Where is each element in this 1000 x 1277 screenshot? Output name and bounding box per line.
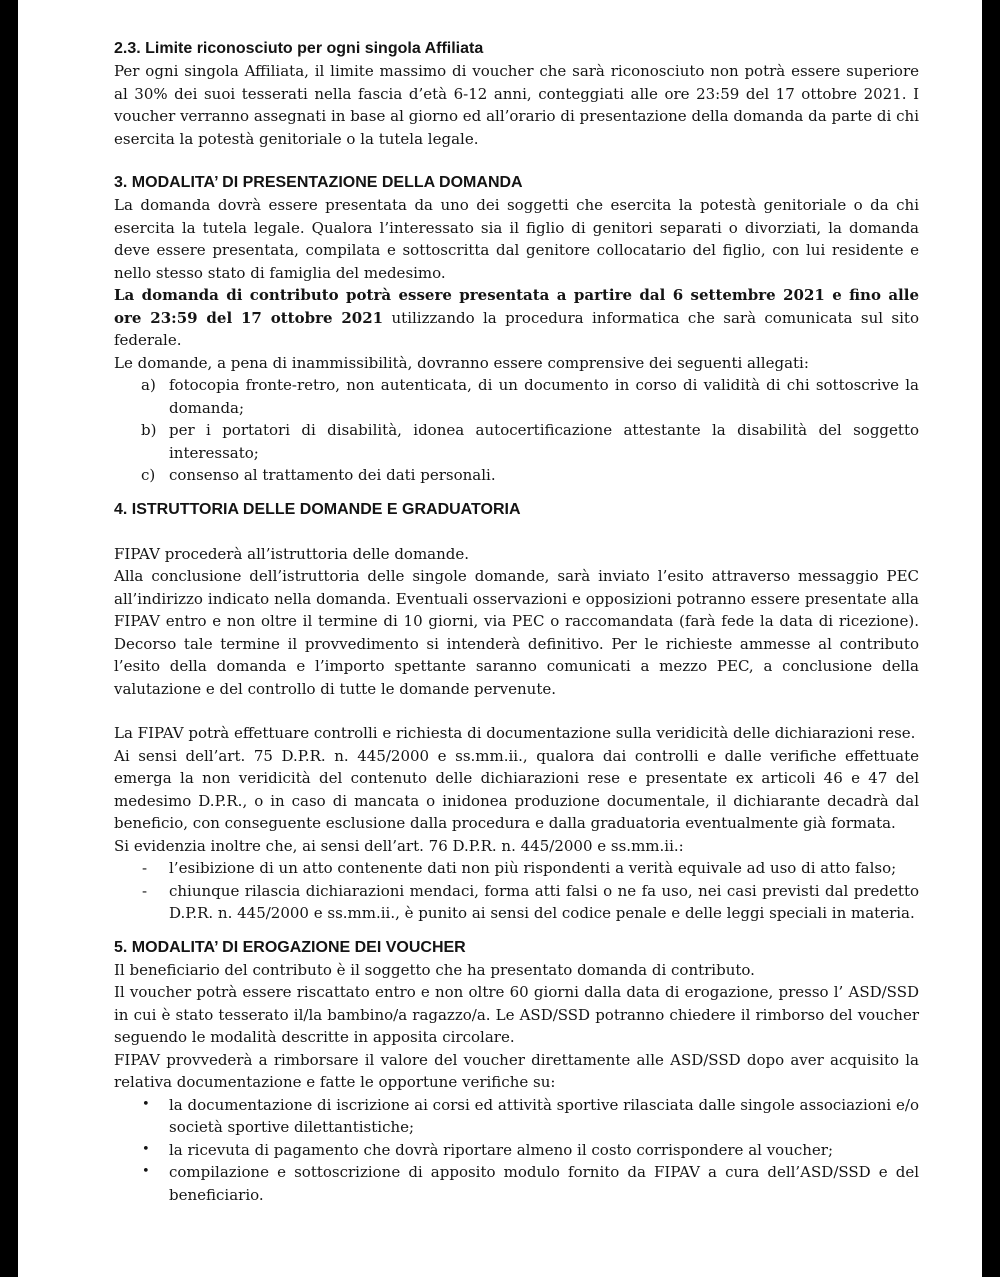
list-item-text: la documentazione di iscrizione ai corsi ed attività sportive rilasciata dalle singole associazioni e/o società sportive dilettantistiche; — [169, 1095, 919, 1136]
section-5-paragraph-2: Il voucher potrà essere riscattato entro e non oltre 60 giorni dalla data di erogazione, presso l’ ASD/SSD in cui è stato tesserato il/la bambino/a ragazzo/a. Le ASD/SSD potranno chiedere il rimborso del voucher seguendo le modalità descritte in apposita circolare. — [114, 983, 919, 1046]
section-3-paragraph-1: La domanda dovrà essere presentata da uno dei soggetti che esercita la potestà genitoriale o da chi esercita la tutela legale. Qualora l’interessato sia il figlio di genitori separati o divorziati, la domanda deve essere presentata, compilata e sottoscritta dal genitore collocatario del figlio, con lui residente e nello stesso stato di famiglia del medesimo. — [114, 196, 919, 282]
list-item-text: l’esibizione di un atto contenente dati non più rispondenti a verità equivale ad uso di atto falso; — [169, 859, 897, 877]
list-item — [114, 464, 919, 487]
section-4-paragraph-3: La FIPAV potrà effettuare controlli e richiesta di documentazione sulla veridicità delle dichiarazioni rese. — [114, 724, 916, 742]
section-2-3-title: 2.3. Limite riconosciuto per ogni singola Affiliata — [114, 40, 484, 57]
bullet-icon: • — [142, 1141, 150, 1157]
section-5-title: 5. MODALITA’ DI EROGAZIONE DEI VOUCHER — [114, 938, 466, 956]
bullet-icon: • — [142, 1164, 150, 1179]
list-item — [114, 374, 919, 419]
list-item — [114, 1139, 919, 1162]
document-page — [18, 0, 982, 1277]
list-marker: b) — [141, 421, 157, 439]
list-item-text: fotocopia fronte-retro, non autenticata, di un documento in corso di validità di chi sottoscrive la domanda; — [169, 376, 919, 417]
list-item — [114, 1094, 919, 1139]
deadline-rest-text: utilizzando la procedura informatica che sarà comunicata sul sito federale. — [114, 308, 919, 349]
list-item-text: la ricevuta di pagamento che dovrà riportare almeno il costo corrispondere al voucher; — [169, 1140, 834, 1159]
list-marker: c) — [141, 466, 156, 484]
list-item — [114, 857, 919, 880]
list-item-text: per i portatori di disabilità, idonea autocertificazione attestante la disabilità del soggetto interessato; — [169, 421, 919, 462]
section-4-paragraph-4: Ai sensi dell’art. 75 D.P.R. n. 445/2000 e ss.mm.ii., qualora dai controlli e dalle verifiche effettuate emerga la non veridicità del contenuto delle dichiarazioni rese e presentate ex articoli 46 e 47 del medesimo D.P.R., o in caso di mancata o inidonea produzione documentale, il dichiarante decadrà dal beneficio, con conseguente esclusione dalla procedura e dalla graduatoria eventualmente già formata. — [114, 746, 919, 832]
section-3-title: 3. MODALITA’ DI PRESENTAZIONE DELLA DOMANDA — [114, 174, 523, 191]
penalties-list — [114, 857, 919, 925]
section-4-paragraph-1: FIPAV procederà all’istruttoria delle domande. — [114, 544, 470, 563]
list-item — [114, 419, 919, 464]
list-item — [114, 1161, 919, 1206]
section-5-paragraph-1: Il beneficiario del contributo è il soggetto che ha presentato domanda di contributo. — [114, 960, 755, 979]
deadline-bold-text: La domanda di contributo potrà essere presentata a partire dal 6 settembre 2021 e fino alle ore 23:59 del 17 ottobre 2021 — [114, 286, 919, 327]
list-item-text: chiunque rilascia dichiarazioni mendaci, forma atti falsi o ne fa uso, nei casi previsti dal predetto D.P.R. n. 445/2000 e ss.mm.ii., è punito ai sensi del codice penale e delle leggi speciali in materia. — [169, 881, 919, 922]
bullet-icon: • — [142, 1096, 150, 1112]
list-marker: - — [142, 859, 148, 877]
list-marker: a) — [141, 376, 156, 394]
list-item — [114, 880, 919, 925]
verification-list — [114, 1094, 919, 1207]
section-2-3-paragraph: Per ogni singola Affiliata, il limite massimo di voucher che sarà riconosciuto non potrà essere superiore al 30% dei suoi tesserati nella fascia d’età 6-12 anni, conteggiati alle ore 23:59 del 17 ottobre 2021. I voucher verranno assegnati in base al giorno ed all’orario di presentazione della domanda da parte di chi esercita la potestà genitoriale o la tutela legale. — [114, 62, 919, 148]
list-marker: - — [142, 881, 148, 900]
list-item-text: consenso al trattamento dei dati personali. — [169, 466, 496, 484]
section-5-paragraph-3: FIPAV provvederà a rimborsare il valore del voucher direttamente alle ASD/SSD dopo aver acquisito la relativa documentazione e fatte le opportune verifiche su: — [114, 1050, 919, 1091]
list-item-text: compilazione e sottoscrizione di apposito modulo fornito da FIPAV a cura dell’ASD/SSD e del beneficiario. — [169, 1163, 919, 1204]
section-3-paragraph-2 — [114, 284, 919, 352]
document-content — [114, 38, 919, 1206]
section-4-paragraph-2: Alla conclusione dell’istruttoria delle singole domande, sarà inviato l’esito attraverso messaggio PEC all’indirizzo indicato nella domanda. Eventuali osservazioni e opposizioni potranno essere presentate alla FIPAV entro e non oltre il termine di 10 giorni, via PEC o raccomandata (farà fede la data di ricezione). Decorso tale termine il provvedimento si intenderà definitivo. Per le richieste ammesse al contributo l’esito della domanda e l’importo spettante saranno comunicati a mezzo PEC, a conclusione della valutazione e del controllo di tutte le domande pervenute. — [114, 567, 919, 698]
attachments-list — [114, 374, 919, 487]
section-3-paragraph-3: Le domande, a pena di inammissibilità, dovranno essere comprensive dei seguenti allegati: — [114, 353, 809, 372]
section-4-paragraph-5: Si evidenzia inoltre che, ai sensi dell’art. 76 D.P.R. n. 445/2000 e ss.mm.ii.: — [114, 836, 684, 855]
section-4-title: 4. ISTRUTTORIA DELLE DOMANDE E GRADUATORIA — [114, 500, 521, 518]
